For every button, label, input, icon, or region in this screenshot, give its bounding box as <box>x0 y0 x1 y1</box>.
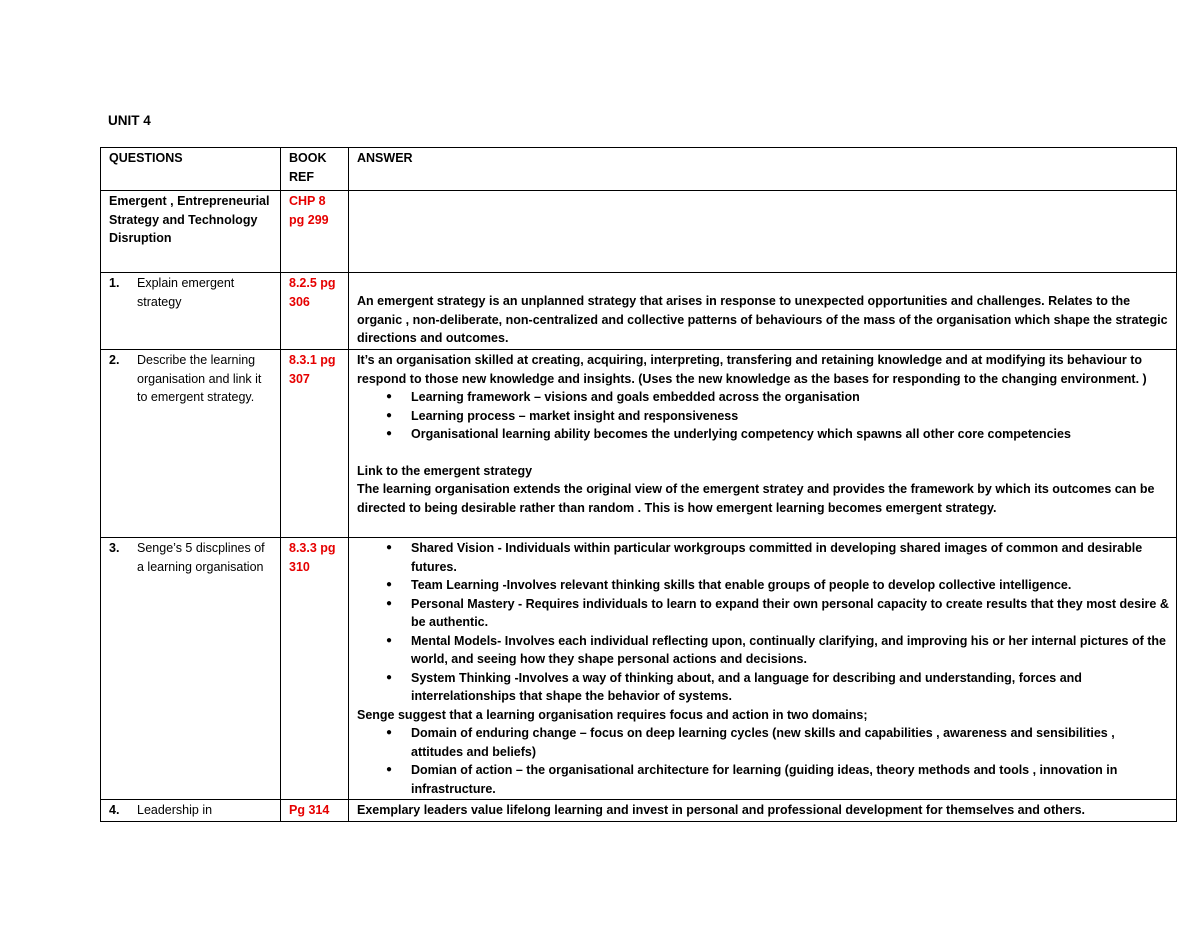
header-book-ref: BOOK REF <box>281 148 349 191</box>
section-title: Emergent , Entrepreneurial Strategy and Technology Disruption <box>101 191 281 273</box>
answer-intro: It’s an organisation skilled at creating, acquiring, interpreting, transfering and retaining knowledge and at modifying its behaviour to respond to those new knowledge and insights. (Uses the new knowledge as the bases for responding to the changing environment. ) <box>357 353 1147 386</box>
link-text: The learning organisation extends the original view of the emergent stratey and provides the framework by which its outcomes can be directed to being desirable rather than random . This is how emergent learning becomes emergent strategy. <box>357 482 1155 515</box>
book-ref: 8.3.1 pg 307 <box>281 350 349 538</box>
question-text: Senge’s 5 discplines of a learning organisation <box>137 541 265 574</box>
table-row <box>101 273 1177 350</box>
qa-table <box>100 147 1177 822</box>
list-item: ● Team Learning -Involves relevant thinking skills that enable groups of people to develop collective intelligence. <box>411 576 1170 595</box>
table-row <box>101 800 1177 822</box>
section-row <box>101 191 1177 273</box>
list-item: ● Shared Vision - Individuals within particular workgroups committed in developing shared images of common and desirable futures. <box>411 539 1170 576</box>
list-item: ● Mental Models- Involves each individual reflecting upon, continually clarifying, and improving his or her internal pictures of the world, and seeing how they shape personal actions and decisions. <box>411 632 1170 669</box>
section-answer <box>349 191 1177 273</box>
answer-text: Exemplary leaders value lifelong learning and invest in personal and professional development for themselves and others. <box>357 803 1085 817</box>
question-cell <box>101 350 281 538</box>
question-number: 3. <box>109 541 120 555</box>
answer-cell <box>349 350 1177 538</box>
question-text: Leadership in <box>137 803 213 817</box>
table-row <box>101 350 1177 538</box>
answer-cell <box>349 538 1177 800</box>
list-item: ● System Thinking -Involves a way of thinking about, and a language for describing and understanding, forces and interrelationships that shape the behavior of systems. <box>411 669 1170 706</box>
question-number: 2. <box>109 353 120 367</box>
list-item: ● Learning framework – visions and goals embedded across the organisation <box>411 388 1170 407</box>
question-cell <box>101 538 281 800</box>
answer-bullets <box>357 539 1170 706</box>
header-questions: QUESTIONS <box>101 148 281 191</box>
answer-text: An emergent strategy is an unplanned strategy that arises in response to unexpected opportunities and challenges. Relates to the organic , non-deliberate, non-centralized and collective patterns of behaviours of the mass of the organisation which shape the strategic directions and outcomes. <box>357 294 1168 345</box>
question-text: Describe the learning organisation and link it to emergent strategy. <box>137 353 262 404</box>
answer-cell <box>349 273 1177 350</box>
section-ref: CHP 8 pg 299 <box>281 191 349 273</box>
answer-bullets <box>357 388 1170 444</box>
link-title: Link to the emergent strategy <box>357 463 533 478</box>
header-answer: ANSWER <box>349 148 1177 191</box>
question-text: Explain emergent strategy <box>137 276 235 309</box>
question-cell <box>101 800 281 822</box>
answer-middle: Senge suggest that a learning organisation requires focus and action in two domains; <box>357 707 868 722</box>
list-item: ● Organisational learning ability becomes the underlying competency which spawns all other core competencies <box>411 425 1170 444</box>
answer-cell <box>349 800 1177 822</box>
book-ref: 8.2.5 pg 306 <box>281 273 349 350</box>
list-item: ● Learning process – market insight and responsiveness <box>411 407 1170 426</box>
list-item: ● Domain of enduring change – focus on deep learning cycles (new skills and capabilities , awareness and sensibilities , attitudes and beliefs) <box>411 724 1170 761</box>
book-ref: Pg 314 <box>281 800 349 822</box>
list-item: ● Personal Mastery - Requires individuals to learn to expand their own personal capacity to create results that they most desire & be authentic. <box>411 595 1170 632</box>
header-row <box>101 148 1177 191</box>
answer-bullets-2 <box>357 724 1170 798</box>
book-ref: 8.3.3 pg 310 <box>281 538 349 800</box>
page-title: UNIT 4 <box>108 113 151 128</box>
question-number: 4. <box>109 803 120 817</box>
question-cell <box>101 273 281 350</box>
list-item: ● Domian of action – the organisational architecture for learning (guiding ideas, theory methods and tools , innovation in infrastructure. <box>411 761 1170 798</box>
table-row <box>101 538 1177 800</box>
question-number: 1. <box>109 276 120 290</box>
